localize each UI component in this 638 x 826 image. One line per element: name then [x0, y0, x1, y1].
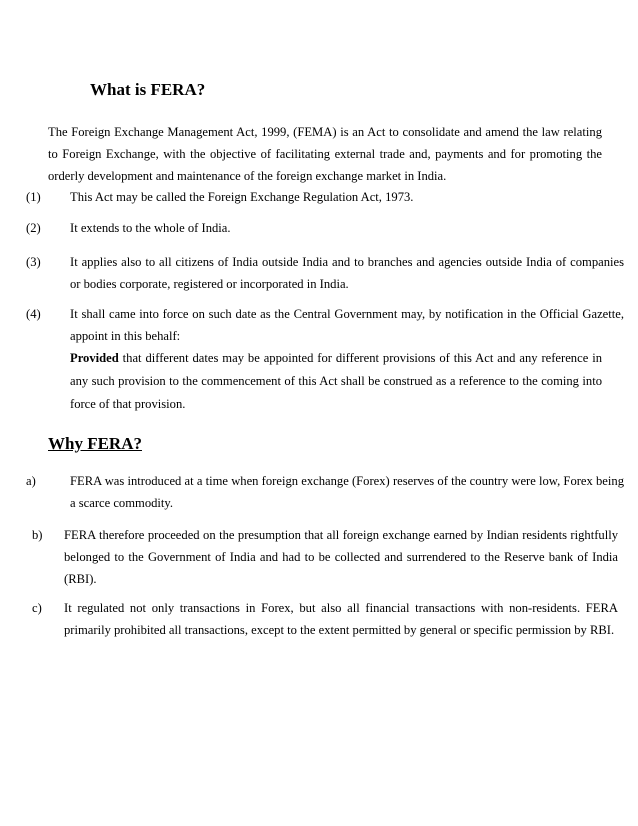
point-letter: b) — [32, 528, 43, 542]
proviso-paragraph — [70, 347, 602, 416]
clause-1 — [26, 186, 624, 208]
point-letter: a) — [26, 474, 36, 488]
point-text: FERA therefore proceeded on the presumption that all foreign exchange earned by Indian residents rightfully belonged to the Government of India and had to be collected and surrendered to the Reserve bank of India (RBI). — [64, 528, 618, 586]
clause-number: (1) — [26, 190, 41, 204]
why-heading: Why FERA? — [48, 434, 142, 453]
point-letter: c) — [32, 601, 42, 615]
why-point-a — [26, 470, 624, 514]
clause-text: This Act may be called the Foreign Exchange Regulation Act, 1973. — [70, 190, 414, 204]
why-point-c — [32, 597, 618, 641]
clause-4 — [26, 303, 624, 347]
clause-number: (2) — [26, 221, 41, 235]
page-title: What is FERA? — [90, 80, 206, 99]
intro-paragraph: The Foreign Exchange Management Act, 1999, (FEMA) is an Act to consolidate and amend the law relating to Foreign Exchange, with the objective of facilitating external trade and, payments and for promoting the orderly development and maintenance of the foreign exchange market in India. — [48, 125, 602, 183]
clause-2 — [26, 217, 624, 239]
proviso-text: that different dates may be appointed for different provisions of this Act and any reference in any such provision to the commencement of this Act shall be construed as a reference to the coming into force of that provision. — [70, 351, 602, 411]
clause-text: It applies also to all citizens of India outside India and to branches and agencies outside India of companies or bodies corporate, registered or incorporated in India. — [70, 255, 624, 291]
clause-number: (4) — [26, 307, 41, 321]
point-text: It regulated not only transactions in Forex, but also all financial transactions with non-residents. FERA primarily prohibited all transactions, except to the extent permitted by general or specific permission by RBI. — [64, 601, 618, 637]
why-point-b — [32, 524, 618, 590]
clause-text: It shall came into force on such date as the Central Government may, by notification in the Official Gazette, appoint in this behalf: — [70, 307, 624, 343]
clause-text: It extends to the whole of India. — [70, 221, 231, 235]
clause-3 — [26, 251, 624, 295]
clause-number: (3) — [26, 255, 41, 269]
point-text: FERA was introduced at a time when foreign exchange (Forex) reserves of the country were low, Forex being a scarce commodity. — [70, 474, 624, 510]
proviso-lead: Provided — [70, 351, 119, 365]
